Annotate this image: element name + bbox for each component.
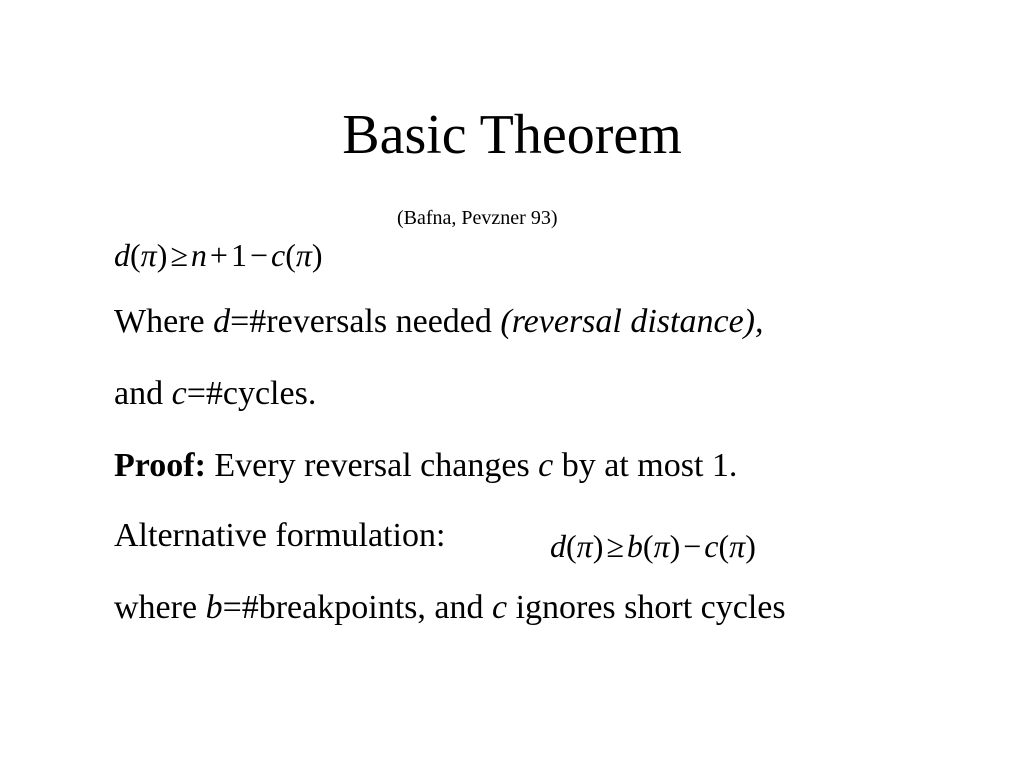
formula-var-pi: π [576, 528, 593, 564]
formula-var-pi: π [295, 237, 312, 273]
text: ignores short cycles [507, 589, 786, 626]
proof-line [114, 446, 737, 486]
formula-paren: ) [311, 237, 323, 273]
text: =#reversals needed [230, 303, 501, 340]
breakpoints-line [114, 588, 786, 628]
formula-geq: ≥ [606, 528, 624, 564]
reversal-distance-emphasis: (reversal distance), [500, 303, 764, 340]
formula-paren: ( [718, 528, 730, 564]
formula-paren: ) [592, 528, 604, 564]
formula-one: 1 [230, 237, 247, 273]
var-c: c [171, 375, 187, 412]
formula-lower-bound [114, 237, 323, 273]
alternative-formulation-line: Alternative formulation: [114, 517, 446, 554]
definition-d-line [114, 302, 764, 342]
var-b: b [205, 589, 223, 626]
formula-paren: ) [669, 528, 681, 564]
proof-label: Proof: [114, 447, 206, 484]
formula-paren: ( [130, 237, 141, 273]
formula-paren: ( [642, 528, 654, 564]
formula-geq: ≥ [170, 237, 188, 273]
var-c: c [491, 589, 508, 626]
formula-var-d: d [550, 528, 566, 564]
slide-title: Basic Theorem [342, 104, 682, 166]
formula-paren: ) [745, 528, 756, 564]
text: by at most 1. [553, 447, 738, 484]
text: where [114, 589, 206, 626]
text: Every reversal changes [205, 447, 539, 484]
formula-paren: ( [566, 528, 577, 564]
definition-c-line [114, 374, 316, 414]
var-c: c [538, 447, 554, 484]
formula-var-d: d [114, 237, 130, 273]
text: =#breakpoints, and [222, 589, 492, 626]
formula-var-pi: π [653, 528, 670, 564]
formula-var-pi: π [729, 528, 746, 564]
formula-plus: + [209, 237, 228, 273]
text: and [114, 375, 172, 412]
formula-var-c: c [704, 528, 719, 564]
formula-var-pi: π [140, 237, 157, 273]
text: =#cycles. [186, 375, 317, 412]
formula-paren: ) [156, 237, 168, 273]
formula-paren: ( [285, 237, 296, 273]
formula-var-c: c [271, 237, 286, 273]
formula-minus: − [683, 528, 702, 564]
formula-var-n: n [190, 237, 207, 273]
formula-alternative [550, 528, 756, 564]
text: Where [114, 303, 214, 340]
formula-var-b: b [626, 528, 643, 564]
citation: (Bafna, Pevzner 93) [397, 207, 558, 229]
formula-minus: − [249, 237, 268, 273]
var-d: d [213, 303, 231, 340]
